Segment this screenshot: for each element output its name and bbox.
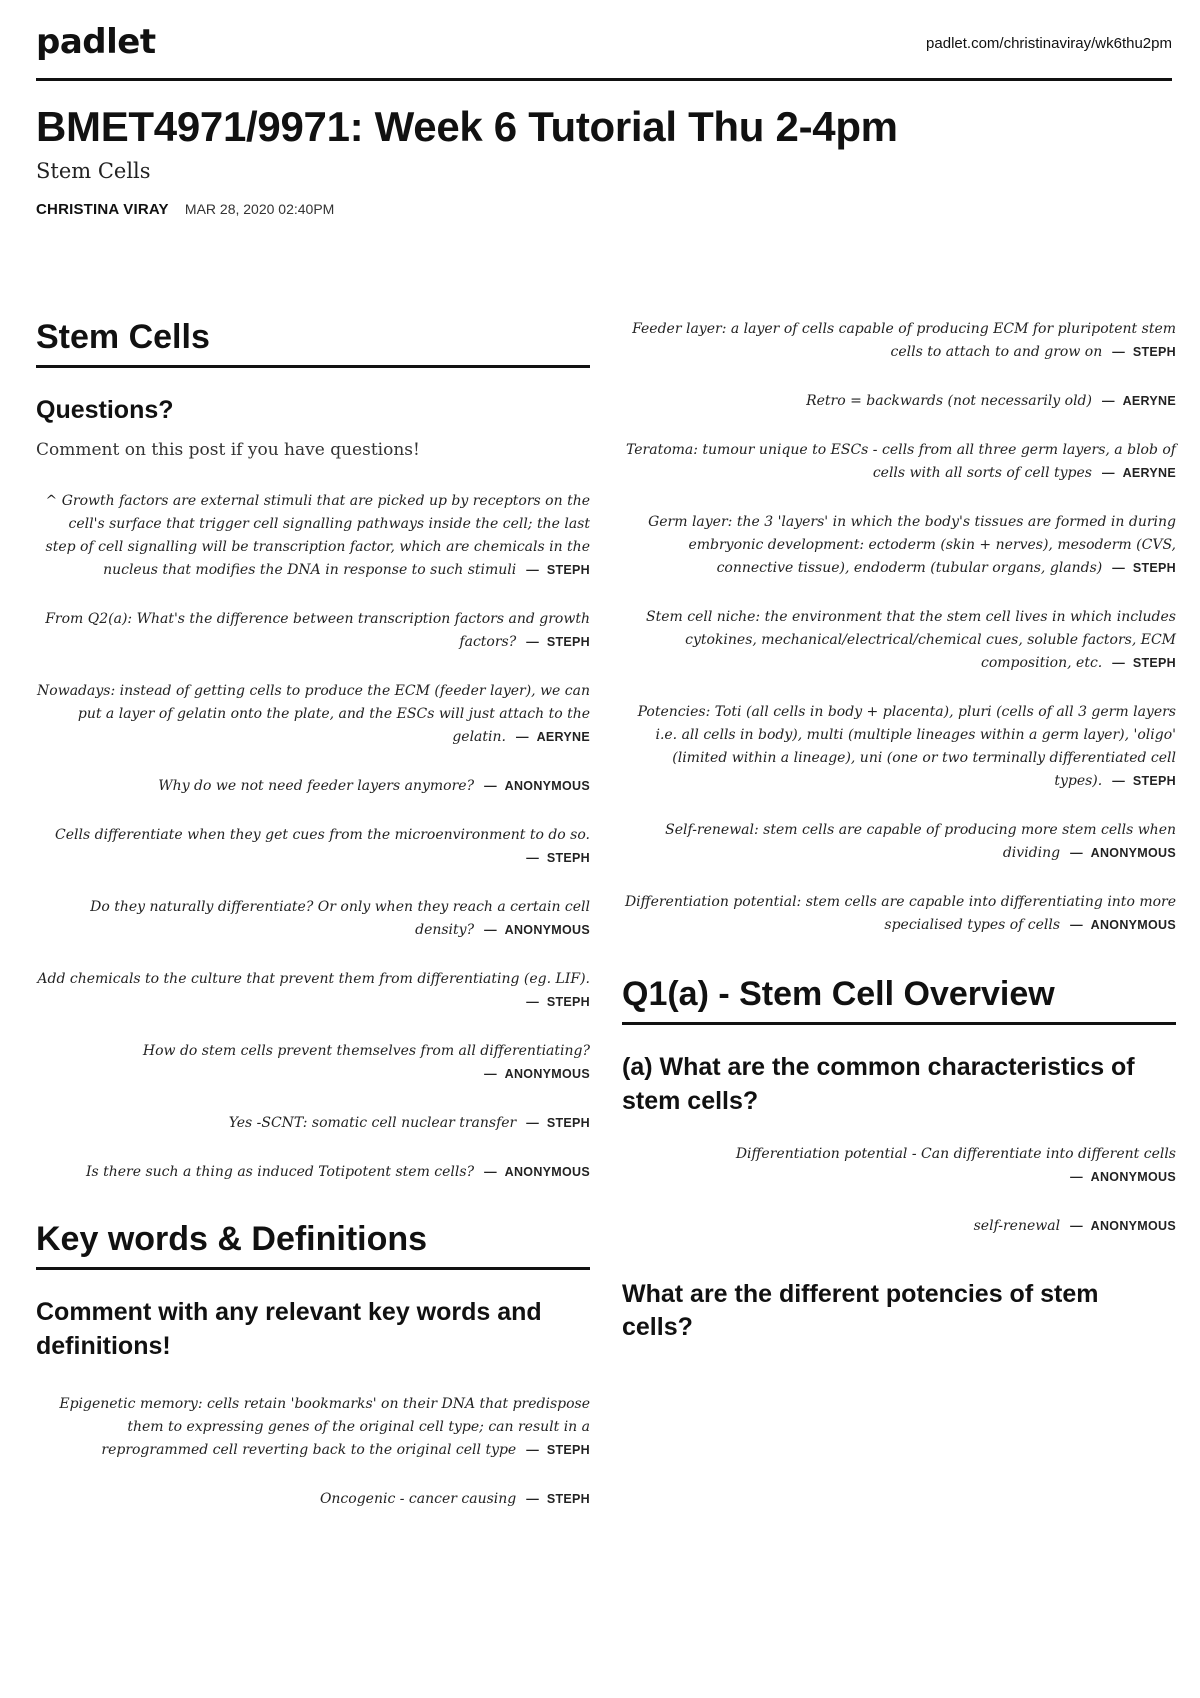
comment-byline: — STEPH — [526, 994, 590, 1009]
comment-byline: — STEPH — [526, 1443, 590, 1458]
comment-list — [36, 490, 590, 1184]
comment-text: Why do we not need feeder layers anymore? — [158, 777, 475, 794]
comment-author: ANONYMOUS — [504, 922, 590, 937]
comment-byline: — STEPH — [1112, 656, 1176, 670]
comment-byline: — ANONYMOUS — [1070, 1169, 1176, 1184]
comment — [622, 1143, 1176, 1189]
comment — [622, 390, 1176, 413]
board-title: BMET4971/9971: Week 6 Tutorial Thu 2-4pm — [36, 103, 898, 150]
comment-author: STEPH — [546, 850, 590, 865]
comment-text: ^ Growth factors are external stimuli that are picked up by receptors on the cell's surface that trigger cell signalling pathways inside the cell; the last step of cell signalling will be transcription factor, which are chemicals in the nucleus that modifies the DNA in response to such stimuli — [45, 492, 590, 578]
comment-byline: — ANONYMOUS — [484, 1066, 590, 1081]
right-column — [622, 318, 1176, 1381]
comment-author: STEPH — [546, 994, 590, 1009]
left-column — [36, 318, 590, 1547]
comment-text: Differentiation potential: stem cells are capable into differentiating into more specialised types of cells — [624, 894, 1176, 933]
comment-text: Differentiation potential - Can differentiate into different cells — [735, 1145, 1176, 1162]
comment-author: ANONYMOUS — [504, 778, 590, 793]
post-title[interactable]: Questions? — [36, 396, 174, 425]
comment-list-continued — [622, 318, 1176, 937]
comment — [622, 318, 1176, 364]
comment-text: Oncogenic - cancer causing — [319, 1491, 517, 1508]
comment-byline: — ANONYMOUS — [1070, 918, 1176, 932]
comment-text: Nowadays: instead of getting cells to produce the ECM (feeder layer), we can put a layer of gelatin onto the plate, and the ESCs will just attach to the gelatin. — [37, 682, 590, 745]
comment — [36, 1112, 590, 1135]
comment-byline: — AERYNE — [1101, 394, 1176, 408]
comment-byline: — ANONYMOUS — [484, 922, 590, 937]
comment-text: Is there such a thing as induced Totipotent stem cells? — [85, 1163, 475, 1180]
board-url[interactable]: padlet.com/christinaviray/wk6thu2pm — [926, 35, 1172, 52]
comment-text: Teratoma: tumour unique to ESCs - cells from all three germ layers, a blob of cells with all sorts of cell types — [626, 442, 1176, 481]
comment-byline: — STEPH — [526, 1115, 590, 1130]
comment-text: Cells differentiate when they get cues from the microenvironment to do so. — [55, 826, 590, 843]
comment — [622, 606, 1176, 675]
section-stem-cells — [36, 318, 590, 1184]
comment-text: Self-renewal: stem cells are capable of producing more stem cells when dividing — [665, 822, 1176, 861]
comment — [622, 439, 1176, 485]
comment — [36, 490, 590, 582]
post-body: Comment on this post if you have questions! — [36, 439, 420, 460]
comment — [36, 775, 590, 798]
comment — [622, 891, 1176, 937]
comment-author: STEPH — [546, 634, 590, 649]
comment-byline: — STEPH — [526, 1492, 590, 1507]
board-date: MAR 28, 2020 02:40PM — [184, 201, 335, 218]
comment — [622, 819, 1176, 865]
section-key-words — [36, 1220, 590, 1512]
comment-text: Feeder layer: a layer of cells capable of producing ECM for pluripotent stem cells to attach to and grow on — [632, 321, 1176, 360]
post-title-potencies[interactable]: What are the different potencies of stem cells? — [622, 1279, 1099, 1342]
comment-author: ANONYMOUS — [504, 1066, 590, 1081]
comment-text: Potencies: Toti (all cells in body + placenta), pluri (cells of all 3 germ layers i.e. all cells in body), multi (multiple lineages within a germ layer), 'oligo' (limited within a lineage), uni (one or two terminally differentiated cell types). — [637, 704, 1176, 789]
board-subtitle: Stem Cells — [36, 159, 151, 184]
comment-list — [622, 1143, 1176, 1238]
comment — [36, 608, 590, 654]
comment-author: STEPH — [1132, 345, 1176, 359]
comment — [622, 701, 1176, 793]
comment-byline: — ANONYMOUS — [484, 778, 590, 793]
comment-author: ANONYMOUS — [1090, 1169, 1176, 1184]
padlet-logo[interactable]: padlet — [36, 22, 156, 62]
comment-byline: — STEPH — [526, 562, 590, 577]
post-title[interactable]: (a) What are the common characteristics of stem cells? — [622, 1053, 1135, 1115]
comment-author: STEPH — [1132, 561, 1176, 575]
comment-author: ANONYMOUS — [1090, 1218, 1176, 1233]
page-header — [36, 0, 1172, 81]
comment-author: AERYNE — [1122, 466, 1176, 480]
section-title: Stem Cells — [36, 318, 590, 368]
comment-author: STEPH — [546, 562, 590, 577]
comment-text: How do stem cells prevent themselves from all differentiating? — [142, 1042, 590, 1059]
comment — [36, 1161, 590, 1184]
comment — [36, 1488, 590, 1511]
comment-author: STEPH — [1132, 774, 1176, 788]
comment-author: ANONYMOUS — [504, 1164, 590, 1179]
comment-author: STEPH — [546, 1443, 590, 1458]
comment-text: Add chemicals to the culture that prevent them from differentiating (eg. LIF). — [37, 970, 590, 987]
comment-byline: — AERYNE — [515, 729, 590, 744]
comment-author: STEPH — [546, 1492, 590, 1507]
board-meta — [36, 201, 1172, 218]
comment-text: Germ layer: the 3 'layers' in which the body's tissues are formed in during embryonic development: ectoderm (skin + nerves), mesoderm (CVS, connective tissue), endoderm (tubular organs, glands) — [648, 514, 1176, 576]
comment — [36, 896, 590, 942]
comment-text: Stem cell niche: the environment that the stem cell lives in which includes cytokines, mechanical/electrical/chemical cues, soluble factors, ECM composition, etc. — [646, 609, 1176, 671]
comment — [36, 1393, 590, 1462]
comment — [36, 824, 590, 870]
comment-author: STEPH — [546, 1115, 590, 1130]
comment-author: ANONYMOUS — [1090, 918, 1176, 932]
comment-byline: — ANONYMOUS — [484, 1164, 590, 1179]
section-title: Key words & Definitions — [36, 1220, 590, 1270]
comment — [36, 680, 590, 749]
comment-byline: — ANONYMOUS — [1070, 1218, 1176, 1233]
comment — [36, 968, 590, 1014]
board-author: CHRISTINA VIRAY — [36, 201, 169, 219]
comment-text: Epigenetic memory: cells retain 'bookmarks' on their DNA that predispose them to expressing genes of the original cell type; can result in a reprogrammed cell reverting back to the original cell type — [59, 1396, 590, 1459]
comment-byline: — AERYNE — [1101, 466, 1176, 480]
comment-text: Do they naturally differentiate? Or only when they reach a certain cell density? — [90, 898, 590, 938]
comment-author: STEPH — [1132, 656, 1176, 670]
comment — [622, 511, 1176, 580]
comment-text: Yes -SCNT: somatic cell nuclear transfer — [228, 1114, 517, 1131]
section-title: Q1(a) - Stem Cell Overview — [622, 975, 1176, 1025]
comment-byline: — STEPH — [526, 634, 590, 649]
comment — [36, 1040, 590, 1086]
comment-byline: — ANONYMOUS — [1070, 846, 1176, 860]
comment-byline: — STEPH — [1112, 774, 1176, 788]
section-q1a — [622, 975, 1176, 1345]
comment-author: ANONYMOUS — [1090, 846, 1176, 860]
comment-list — [36, 1393, 590, 1511]
post-title[interactable]: Comment with any relevant key words and definitions! — [36, 1297, 542, 1360]
comment-text: Retro = backwards (not necessarily old) — [806, 393, 1092, 409]
comment-byline: — STEPH — [526, 850, 590, 865]
comment-author: AERYNE — [536, 729, 590, 744]
comment — [622, 1215, 1176, 1238]
comment-text: self-renewal — [973, 1217, 1061, 1234]
comment-byline: — STEPH — [1112, 345, 1176, 359]
comment-author: AERYNE — [1122, 394, 1176, 408]
comment-text: From Q2(a): What's the difference between transcription factors and growth factors? — [45, 610, 590, 650]
comment-byline: — STEPH — [1112, 561, 1176, 575]
